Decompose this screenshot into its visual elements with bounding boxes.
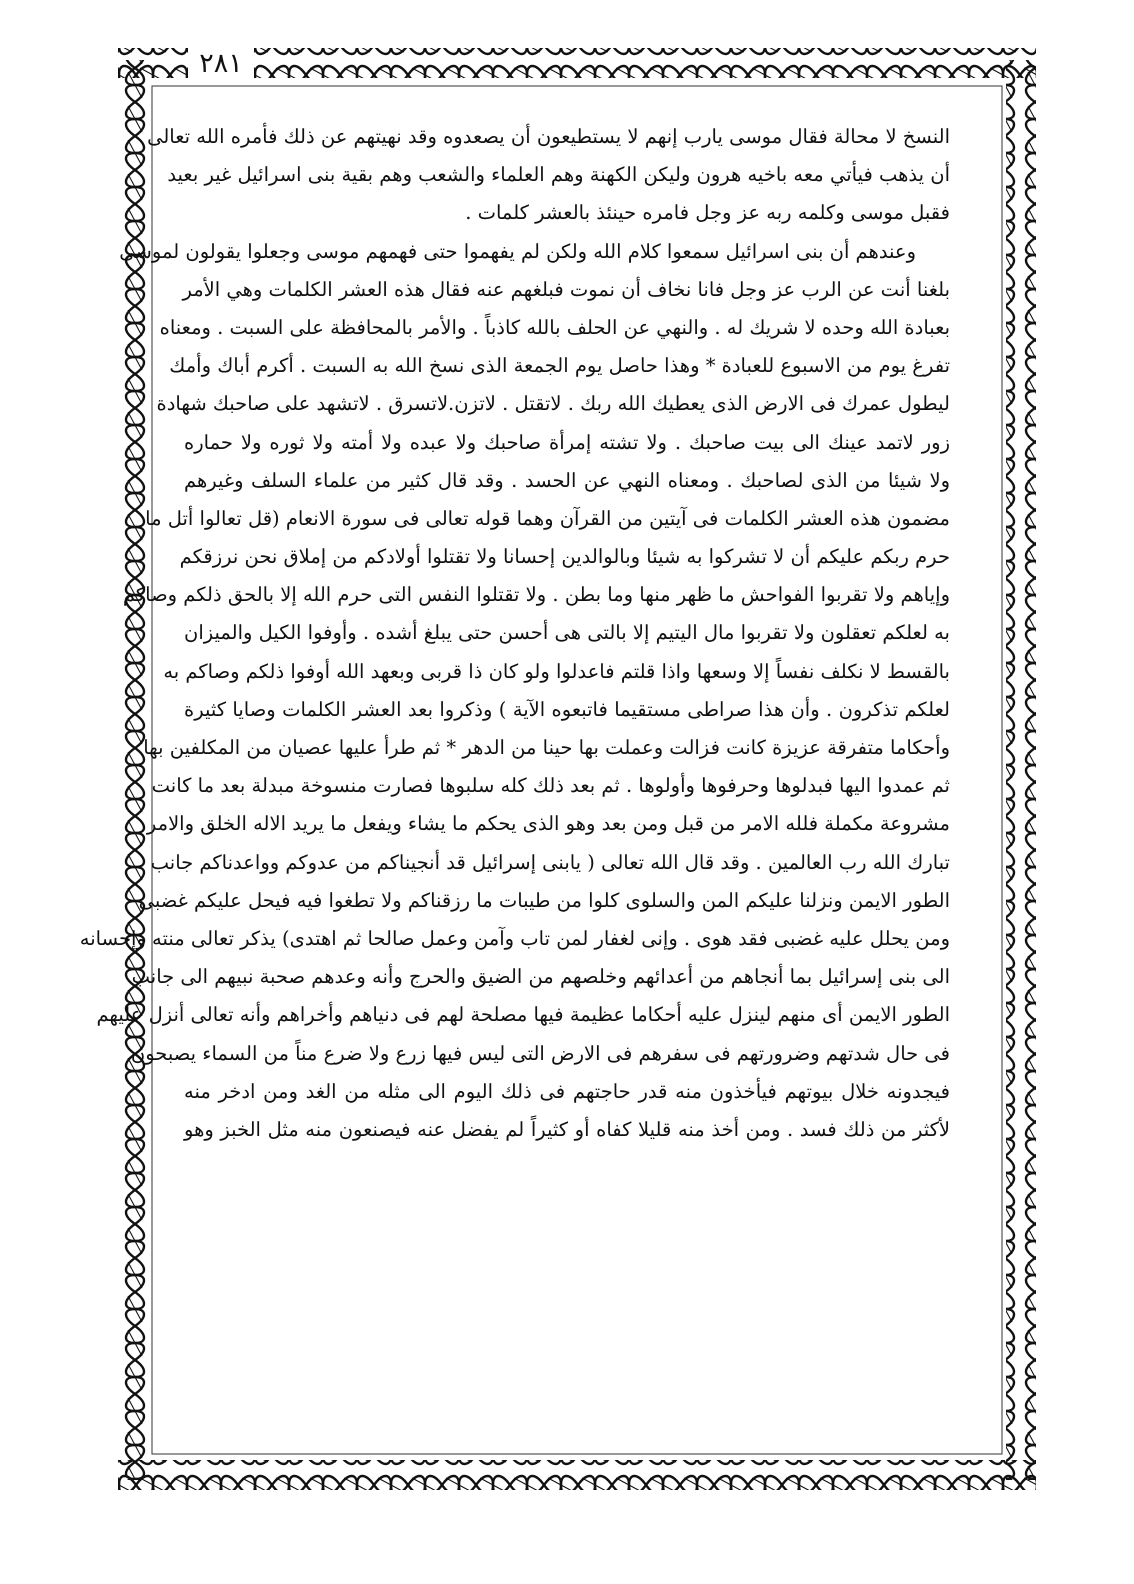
text-line: فيجدونه خلال بيوتهم فيأخذون منه قدر حاجتهم فى ذلك اليوم الى مثله من الغد ومن ادخر منه xyxy=(184,1079,950,1103)
text-line: أن يذهب فيأتي معه باخيه هرون وليكن الكهنة وهم العلماء والشعب وهم بقية بنى اسرائيل غير بعيد xyxy=(167,163,950,187)
text-line: فى حال شدتهم وضرورتهم فى سفرهم فى الارض التى ليس فيها زرع ولا ضرع مناً من السماء يصبحون xyxy=(130,1041,950,1065)
main-text xyxy=(79,118,950,1149)
text-line: الطور الايمن ونزلنا عليكم المن والسلوى كلوا من طيبات ما رزقناكم ولا تطغوا فيه فيحل عليكم غضبى xyxy=(138,888,950,912)
text-line: وإياهم ولا تقربوا الفواحش ما ظهر منها وما بطن . ولا تقتلوا النفس التى حرم الله إلا بالحق ذلكم وصاكم xyxy=(122,583,950,607)
text-line: ثم عمدوا اليها فبدلوها وحرفوها وأولوها . ثم بعد ذلك كله سلبوها فصارت منسوخة مبدلة بعد ما كانت xyxy=(151,774,950,798)
text-line: مضمون هذه العشر الكلمات فى آيتين من القرآن وهما قوله تعالى فى سورة الانعام (قل تعالوا أتل ما xyxy=(145,506,950,530)
text-line: حرم ربكم عليكم أن لا تشركوا به شيئا وبالوالدين إحسانا ولا تقتلوا أولادكم من إملاق نحن نرزقكم xyxy=(179,545,950,569)
text-line: بعبادة الله وحده لا شريك له . والنهي عن الحلف بالله كاذباً . والأمر بالمحافظة على السبت . ومعناه xyxy=(159,315,950,339)
text-line: فقبل موسى وكلمه ربه عز وجل فامره حينئذ بالعشر كلمات . xyxy=(465,201,950,225)
text-line: لعلكم تذكرون . وأن هذا صراطى مستقيما فاتبعوه الآية ) وذكروا بعد العشر الكلمات وصايا كثيرة xyxy=(184,697,950,721)
page-number: ٢٨١ xyxy=(188,44,254,84)
text-line: ليطول عمرك فى الارض الذى يعطيك الله ربك . لاتقتل . لاتزن.لاتسرق . لاتشهد على صاحبك شهادة xyxy=(156,392,950,416)
text-line: تفرغ يوم من الاسبوع للعبادة * وهذا حاصل يوم الجمعة الذى نسخ الله به السبت . أكرم أباك وأمك xyxy=(169,354,950,378)
text-line: به لعلكم تعقلون ولا تقربوا مال اليتيم إلا بالتى هى أحسن حتى يبلغ أشده . وأوفوا الكيل والميزان xyxy=(184,621,950,645)
text-line: الى بنى إسرائيل بما أنجاهم من أعدائهم وخلصهم من الضيق والحرج وأنه وعدهم صحبة نبيهم الى جانب xyxy=(131,965,950,989)
text-line: بلغنا أنت عن الرب عز وجل فانا نخاف أن نموت فبلغهم عنه فقال هذه العشر الكلمات وهي الأمر xyxy=(182,277,950,301)
text-line: ولا شيئا من الذى لصاحبك . ومعناه النهي عن الحسد . وقد قال كثير من علماء السلف وغيرهم xyxy=(184,468,950,492)
text-line: بالقسط لا نكلف نفساً إلا وسعها واذا قلتم فاعدلوا ولو كان ذا قربى وبعهد الله أوفوا ذلكم وصاكم به xyxy=(163,659,950,683)
text-line: وعندهم أن بنى اسرائيل سمعوا كلام الله ولكن لم يفهموا حتى فهمهم موسى وجعلوا يقولون لموسى xyxy=(119,239,916,263)
text-line: لأكثر من ذلك فسد . ومن أخذ منه قليلا كفاه أو كثيراً لم يفضل عنه فيصنعون منه مثل الخبز وهو xyxy=(184,1117,950,1141)
text-line: مشروعة مكملة فلله الامر من قبل ومن بعد وهو الذى يحكم ما يشاء ويفعل ما يريد الاله الخلق والامر xyxy=(146,812,950,836)
text-line: تبارك الله رب العالمين . وقد قال الله تعالى ( يابنى إسرائيل قد أنجيناكم من عدوكم وواعدناكم جانب xyxy=(150,850,950,874)
text-line: وأحكاما متفرقة عزيزة كانت فزالت وعملت بها حينا من الدهر * ثم طرأ عليها عصيان من المكلفين بها xyxy=(143,736,950,759)
text-line: النسخ لا محالة فقال موسى يارب إنهم لا يستطيعون أن يصعدوه وقد نهيتهم عن ذلك فأمره الله تعالى xyxy=(147,125,950,148)
text-line: ومن يحلل عليه غضبى فقد هوى . وإنى لغفار لمن تاب وآمن وعمل صالحا ثم اهتدى) يذكر تعالى منته وإحسانه xyxy=(79,926,950,950)
text-line: زور لاتمد عينك الى بيت صاحبك . ولا تشته إمرأة صاحبك ولا عبده ولا أمته ولا ثوره ولا حماره xyxy=(184,430,950,454)
text-line: الطور الايمن أى منهم لينزل عليه أحكاما عظيمة فيها مصلحة لهم فى دنياهم وأخراهم وأنه تعالى أنزل عليهم xyxy=(96,1003,950,1027)
